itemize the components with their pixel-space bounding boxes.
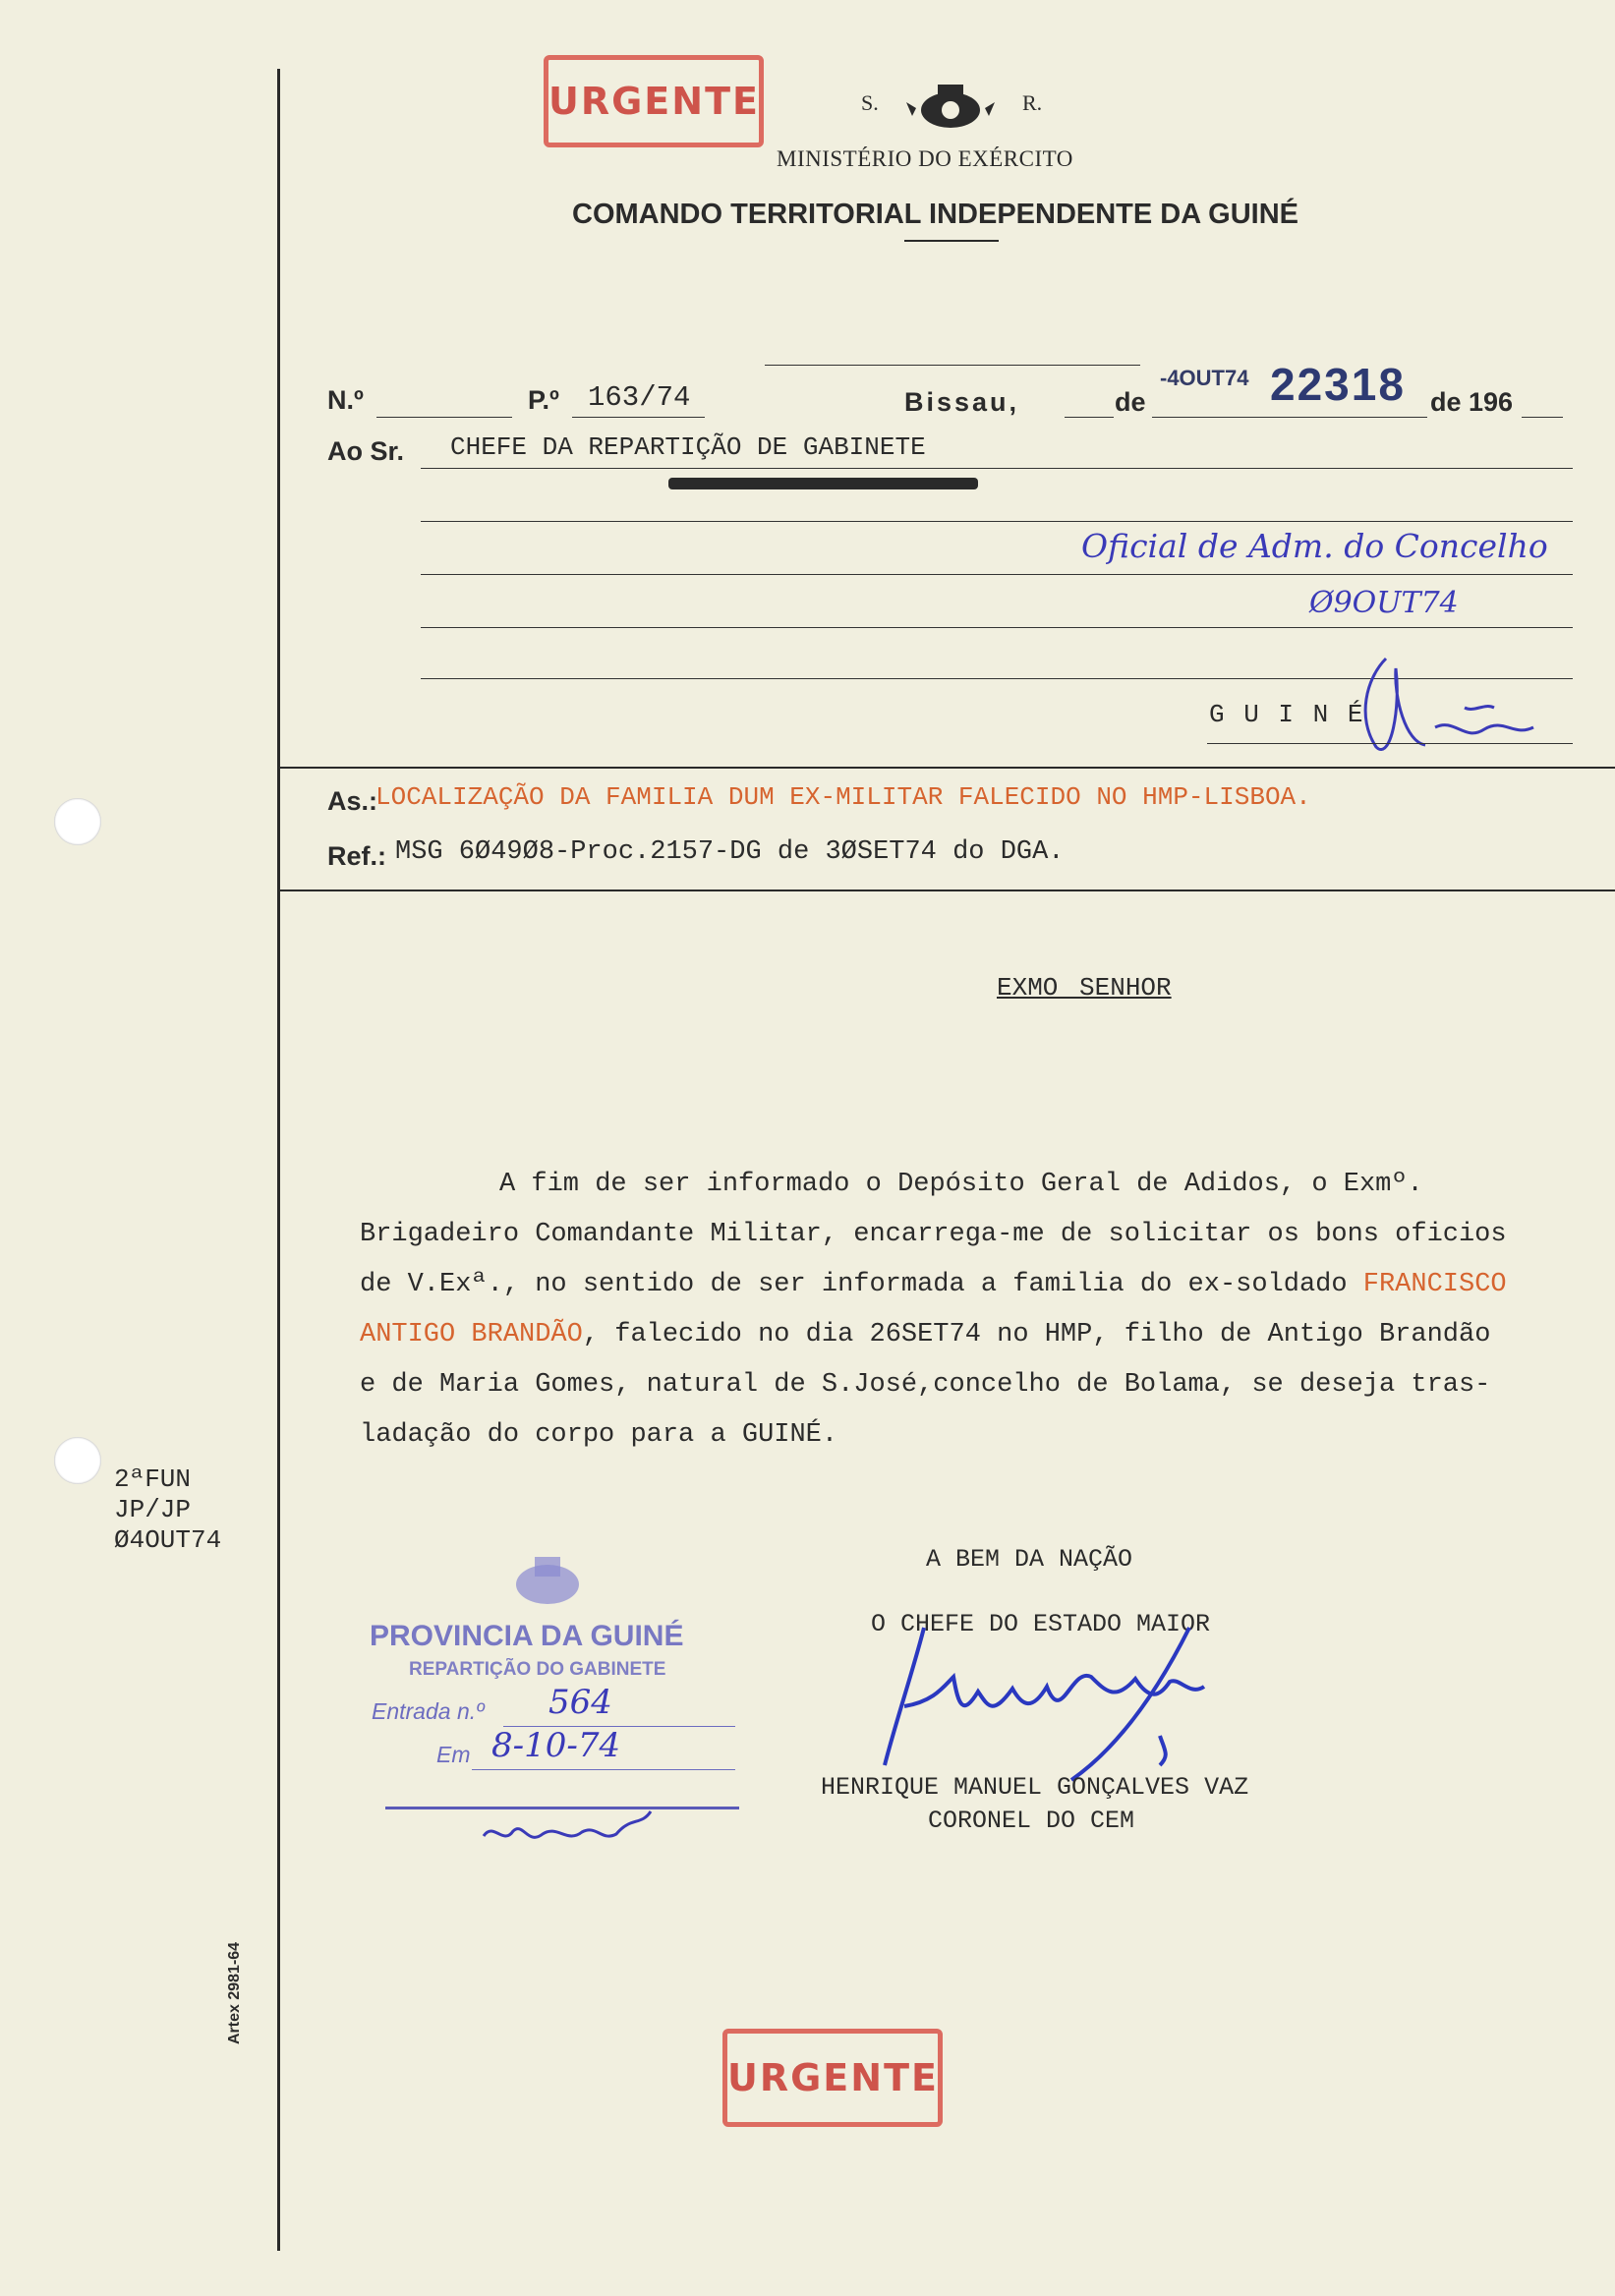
signatory-title: O CHEFE DO ESTADO MAIOR xyxy=(871,1610,1211,1638)
no-line xyxy=(376,417,512,418)
punch-hole-top xyxy=(54,798,101,845)
as-label: As.: xyxy=(327,786,378,816)
margin-note-line-2: JP/JP xyxy=(114,1495,192,1524)
p-line xyxy=(572,417,705,418)
subject-top-rule xyxy=(277,767,1615,769)
urgent-stamp-bottom: URGENTE xyxy=(722,2029,943,2127)
p-label: P.º xyxy=(528,385,559,415)
as-value: LOCALIZAÇÃO DA FAMILIA DUM EX-MILITAR FALECIDO NO HMP-LISBOA. xyxy=(375,782,1311,812)
salutation: EXMO SENHOR xyxy=(997,973,1172,1003)
address-line-3 xyxy=(421,574,1573,575)
month-line xyxy=(1152,417,1427,418)
body-line-4 xyxy=(360,1310,1490,1360)
stamp-initials-scrawl xyxy=(474,1807,670,1856)
address-line-4 xyxy=(421,627,1573,628)
em-label: Em xyxy=(436,1742,471,1767)
body-line-5: e de Maria Gomes, natural de S.José,concelho de Bolama, se deseja tras- xyxy=(360,1370,1491,1400)
signature-scrawl xyxy=(865,1608,1288,1785)
entrada-value: 564 xyxy=(548,1683,612,1722)
province-stamp-title: PROVINCIA DA GUINÉ xyxy=(370,1620,684,1652)
r-label: R. xyxy=(1022,90,1043,115)
s-label: S. xyxy=(861,90,879,115)
year-label: de 196 xyxy=(1430,387,1514,417)
command-underline xyxy=(904,240,999,242)
handwritten-initials xyxy=(1347,649,1573,767)
day-line xyxy=(1065,417,1114,418)
no-label: N.º xyxy=(327,385,364,415)
urgent-stamp-top: URGENTE xyxy=(544,55,764,147)
command-title: COMANDO TERRITORIAL INDEPENDENTE DA GUINÉ xyxy=(572,199,1299,230)
printer-mark: Artex 2981-64 xyxy=(226,1941,243,2044)
subject-bottom-rule xyxy=(277,890,1615,891)
deceased-first-name: FRANCISCO xyxy=(1362,1270,1507,1299)
margin-rule xyxy=(277,69,280,2251)
top-blank-line xyxy=(765,365,1140,366)
coat-of-arms-icon xyxy=(906,73,995,142)
year-line xyxy=(1522,417,1563,418)
province-stamp xyxy=(366,1549,759,1864)
bissau-label: Bissau, xyxy=(904,387,1020,417)
signatory-name: HENRIQUE MANUEL GONÇALVES VAZ xyxy=(821,1773,1249,1802)
em-line xyxy=(472,1769,735,1770)
ao-value: CHEFE DA REPARTIÇÃO DE GABINETE xyxy=(450,432,926,462)
province-stamp-subtitle: REPARTIÇÃO DO GABINETE xyxy=(409,1659,666,1680)
body-line-3-text: de V.Exª., no sentido de ser informada a familia do ex-soldado xyxy=(360,1270,1363,1299)
body-line-1: A fim de ser informado o Depósito Geral de Adidos, o Exmº. xyxy=(499,1170,1423,1199)
date-stamp: -4OUT74 xyxy=(1160,366,1249,390)
punch-hole-bottom xyxy=(54,1437,101,1484)
margin-note xyxy=(114,1464,221,1556)
handwritten-date: Ø9OUT74 xyxy=(1309,586,1459,620)
margin-note-line-1: 2ªFUN xyxy=(114,1464,192,1494)
em-value: 8-10-74 xyxy=(491,1726,621,1765)
ao-line xyxy=(421,468,1573,469)
body-line-6: ladação do corpo para a GUINÉ. xyxy=(360,1420,838,1450)
deceased-surname: ANTIGO BRANDÃO xyxy=(360,1320,583,1349)
body-line-4-text: , falecido no dia 26SET74 no HMP, filho de Antigo Brandão xyxy=(582,1320,1491,1349)
province-crest-icon xyxy=(503,1549,592,1612)
body-line-3 xyxy=(360,1260,1507,1310)
guine-line xyxy=(1207,743,1573,744)
registration-number: 22318 xyxy=(1270,359,1406,410)
ministry-title: MINISTÉRIO DO EXÉRCITO xyxy=(777,146,1073,171)
body-line-2: Brigadeiro Comandante Militar, encarrega-me de solicitar os bons oficios xyxy=(360,1220,1507,1249)
closing-phrase: A BEM DA NAÇÃO xyxy=(926,1545,1133,1574)
redaction-bar xyxy=(668,478,978,489)
guine-label: G U I N É xyxy=(1209,700,1365,729)
margin-note-line-3: Ø4OUT74 xyxy=(114,1525,222,1555)
entrada-label: Entrada n.º xyxy=(372,1698,485,1724)
signatory-rank: CORONEL DO CEM xyxy=(928,1807,1135,1835)
p-value: 163/74 xyxy=(588,381,691,414)
ref-value: MSG 6Ø49Ø8-Proc.2157-DG de 3ØSET74 do DGA. xyxy=(395,837,1065,867)
ref-label: Ref.: xyxy=(327,841,386,871)
de-label: de xyxy=(1115,387,1146,417)
handwritten-note: Oficial de Adm. do Concelho xyxy=(1081,527,1548,565)
address-line-2 xyxy=(421,521,1573,522)
ao-label: Ao Sr. xyxy=(327,436,405,466)
